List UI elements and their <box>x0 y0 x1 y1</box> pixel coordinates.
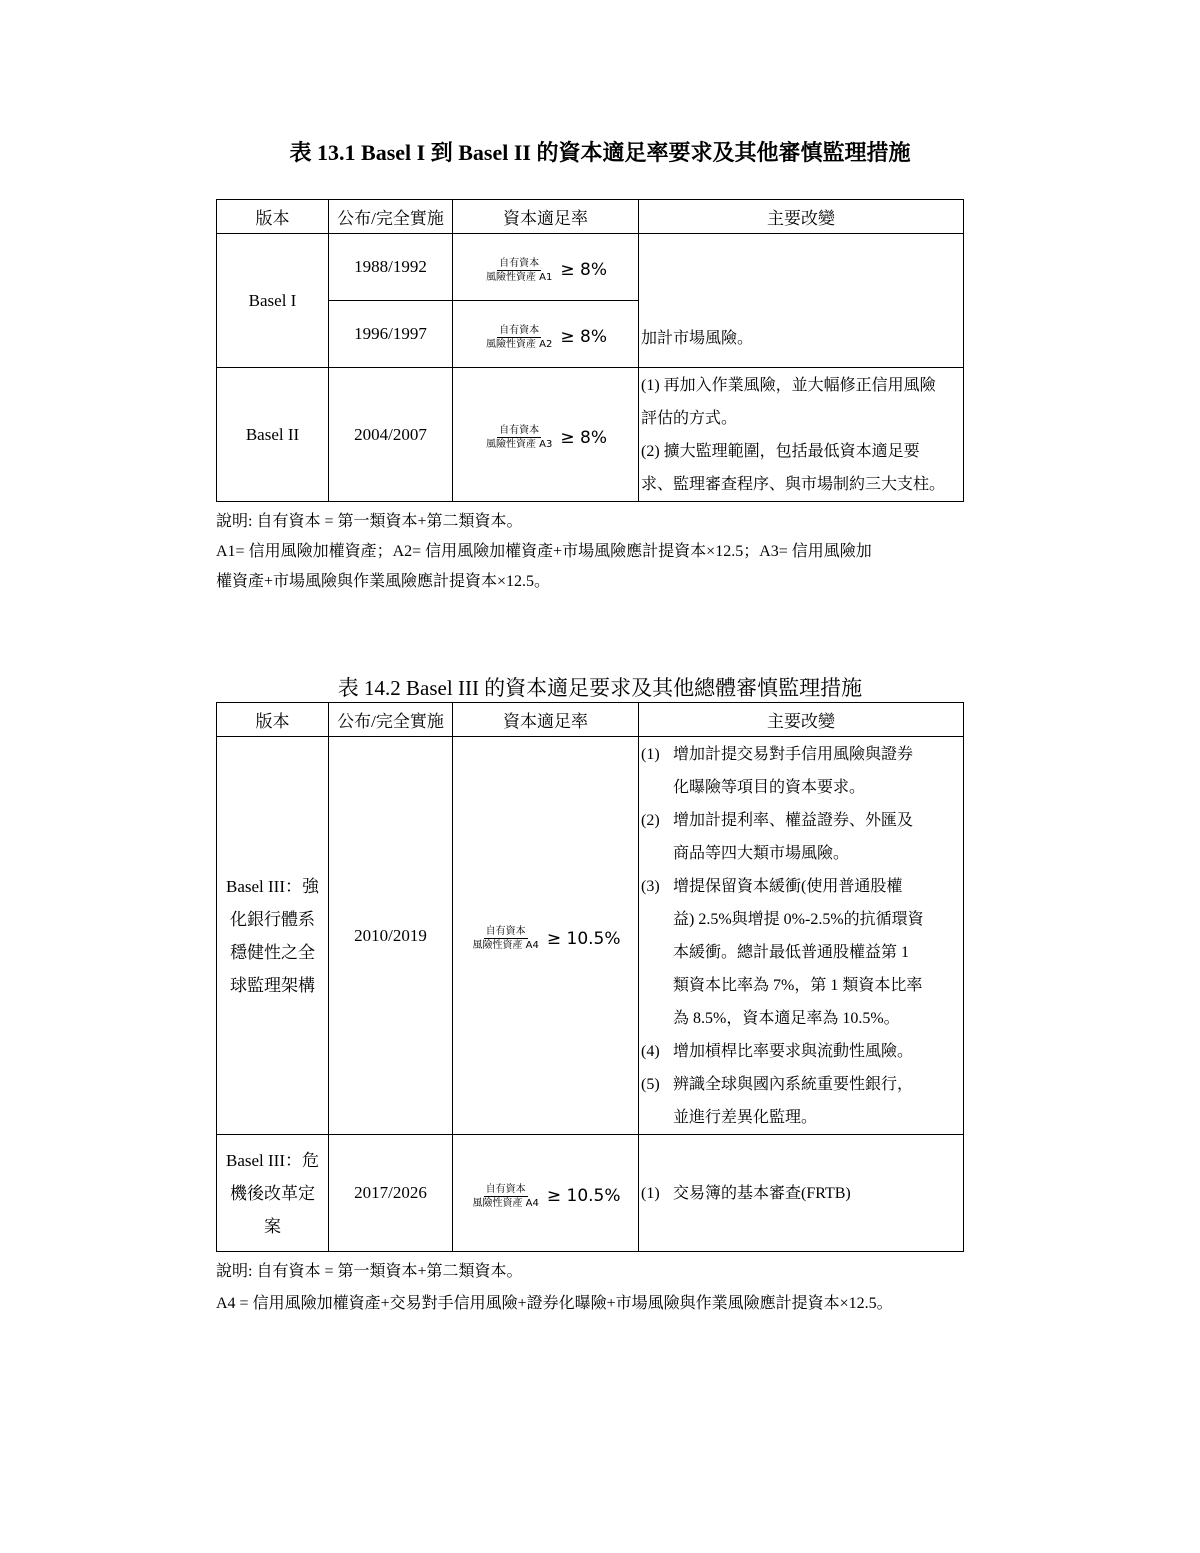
table2-year-cell: 2010/2019 <box>329 737 453 1135</box>
change-list <box>639 1177 963 1210</box>
formula-numerator: 自有資本 <box>499 257 540 269</box>
table1-header-change: 主要改變 <box>639 200 964 234</box>
change-item: (1) 交易簿的基本審查(FRTB) <box>641 1184 851 1202</box>
table2-header-change: 主要改變 <box>639 703 964 737</box>
table1-change-line: (2) 擴大監理範圍，包括最低資本適足要 <box>641 442 920 460</box>
version-line: Basel III：危 <box>225 1150 319 1170</box>
table1-change-cell <box>639 368 964 502</box>
table2-change-cell <box>639 737 964 1135</box>
table1-note-line: A1= 信用風險加權資產；A2= 信用風險加權資產+市場風險應計提資本×12.5；A3= 信用風險加 <box>216 543 872 560</box>
formula-numerator: 自有資本 <box>499 324 540 336</box>
formula-denominator: 風險性資產 A2 <box>485 338 553 350</box>
formula-threshold: ≥ 8% <box>560 260 607 280</box>
change-item: (4) 增加槓桿比率要求與流動性風險。 <box>641 1042 914 1060</box>
table2-header-year: 公布/完全實施 <box>329 703 453 737</box>
table2-note <box>216 1258 996 1318</box>
table1-basel2-cell: Basel II <box>217 368 329 502</box>
table2-version-cell <box>217 737 329 1135</box>
table1-year-cell: 1996/1997 <box>329 301 453 368</box>
version-line: 化銀行體系 <box>230 909 315 929</box>
change-item: (3) 增提保留資本緩衝(使用普通股權 益) 2.5%與增提 0%-2.5%的抗循環資 本緩衝。總計最低普通股權益第 1 類資本比率為 7%，第 1 類資本比率 為 8.5%，資本適足率為 10.5%。 <box>641 877 924 1027</box>
formula-numerator: 自有資本 <box>499 425 540 436</box>
formula-denominator: 風險性資產 A1 <box>485 271 553 283</box>
table1-change-text: 加計市場風險。 <box>641 330 754 347</box>
formula-denominator: 風險性資產 A4 <box>472 1197 539 1209</box>
table2-change-cell <box>639 1135 964 1252</box>
table2-formula-cell <box>453 1135 639 1252</box>
table1-formula-cell <box>453 301 639 368</box>
table1-basel1-cell: Basel I <box>217 234 329 368</box>
formula-threshold: ≥ 8% <box>560 427 607 448</box>
formula-numerator: 自有資本 <box>485 926 526 937</box>
table1-header-version: 版本 <box>217 200 329 234</box>
table1-formula-cell <box>453 234 639 301</box>
formula-denominator: 風險性資產 A4 <box>472 940 539 951</box>
table1-change-cell <box>639 234 964 368</box>
table2-version-cell <box>217 1135 329 1252</box>
formula-threshold: ≥ 10.5% <box>546 928 621 949</box>
table2-note-line: A4 = 信用風險加權資產+交易對手信用風險+證券化曝險+市場風險與作業風險應計提資本×12.5。 <box>216 1295 893 1312</box>
table2-title: 表 14.2 Basel III 的資本適足要求及其他總體審慎監理措施 <box>337 676 863 700</box>
table1 <box>216 199 964 502</box>
change-item: (1) 增加計提交易對手信用風險與證券 化曝險等項目的資本要求。 <box>641 745 914 796</box>
formula-numerator: 自有資本 <box>485 1183 526 1195</box>
formula-denominator: 風險性資產 A3 <box>485 439 553 450</box>
capital-ratio-formula <box>484 257 607 284</box>
table1-change-line: 評估的方式。 <box>641 409 738 427</box>
capital-ratio-formula <box>470 1183 620 1210</box>
capital-ratio-formula <box>484 424 607 451</box>
table2-note-line: 說明: 自有資本 = 第一類資本+第二類資本。 <box>216 1263 523 1280</box>
table1-title: 表 13.1 Basel I 到 Basel II 的資本適足率要求及其他審慎監理措施 <box>289 140 911 165</box>
table1-year-cell: 2004/2007 <box>329 368 453 502</box>
version-line: 穩健性之全 <box>230 942 315 962</box>
table1-header-year: 公布/完全實施 <box>329 200 453 234</box>
formula-threshold: ≥ 10.5% <box>546 1186 621 1206</box>
capital-ratio-formula <box>470 925 620 952</box>
table1-note-line: 權資產+市場風險與作業風險應計提資本×12.5。 <box>216 573 551 590</box>
change-item: (2) 增加計提利率、權益證券、外匯及 商品等四大類市場風險。 <box>641 811 914 862</box>
formula-threshold: ≥ 8% <box>560 327 607 347</box>
version-line: 案 <box>264 1216 281 1236</box>
table2-header-version: 版本 <box>217 703 329 737</box>
change-list <box>639 738 963 1134</box>
change-item: (5) 辨識全球與國內系統重要性銀行， 並進行差異化監理。 <box>641 1075 914 1126</box>
table1-header-car: 資本適足率 <box>453 200 639 234</box>
table2 <box>216 702 964 1252</box>
version-line: 球監理架構 <box>230 975 315 995</box>
version-line: Basel III：強 <box>225 876 319 896</box>
table1-change-line: (1) 再加入作業風險，並大幅修正信用風險 <box>641 376 936 394</box>
table2-formula-cell <box>453 737 639 1135</box>
table1-note-line: 說明: 自有資本 = 第一類資本+第二類資本。 <box>216 513 523 530</box>
table1-formula-cell <box>453 368 639 502</box>
table1-change-line: 求、監理審查程序、與市場制約三大支柱。 <box>641 475 946 493</box>
capital-ratio-formula <box>484 324 607 351</box>
table1-year-cell: 1988/1992 <box>329 234 453 301</box>
version-line: 機後改革定 <box>230 1183 315 1203</box>
table2-header-car: 資本適足率 <box>453 703 639 737</box>
table2-year-cell: 2017/2026 <box>329 1135 453 1252</box>
table1-note <box>216 508 996 596</box>
